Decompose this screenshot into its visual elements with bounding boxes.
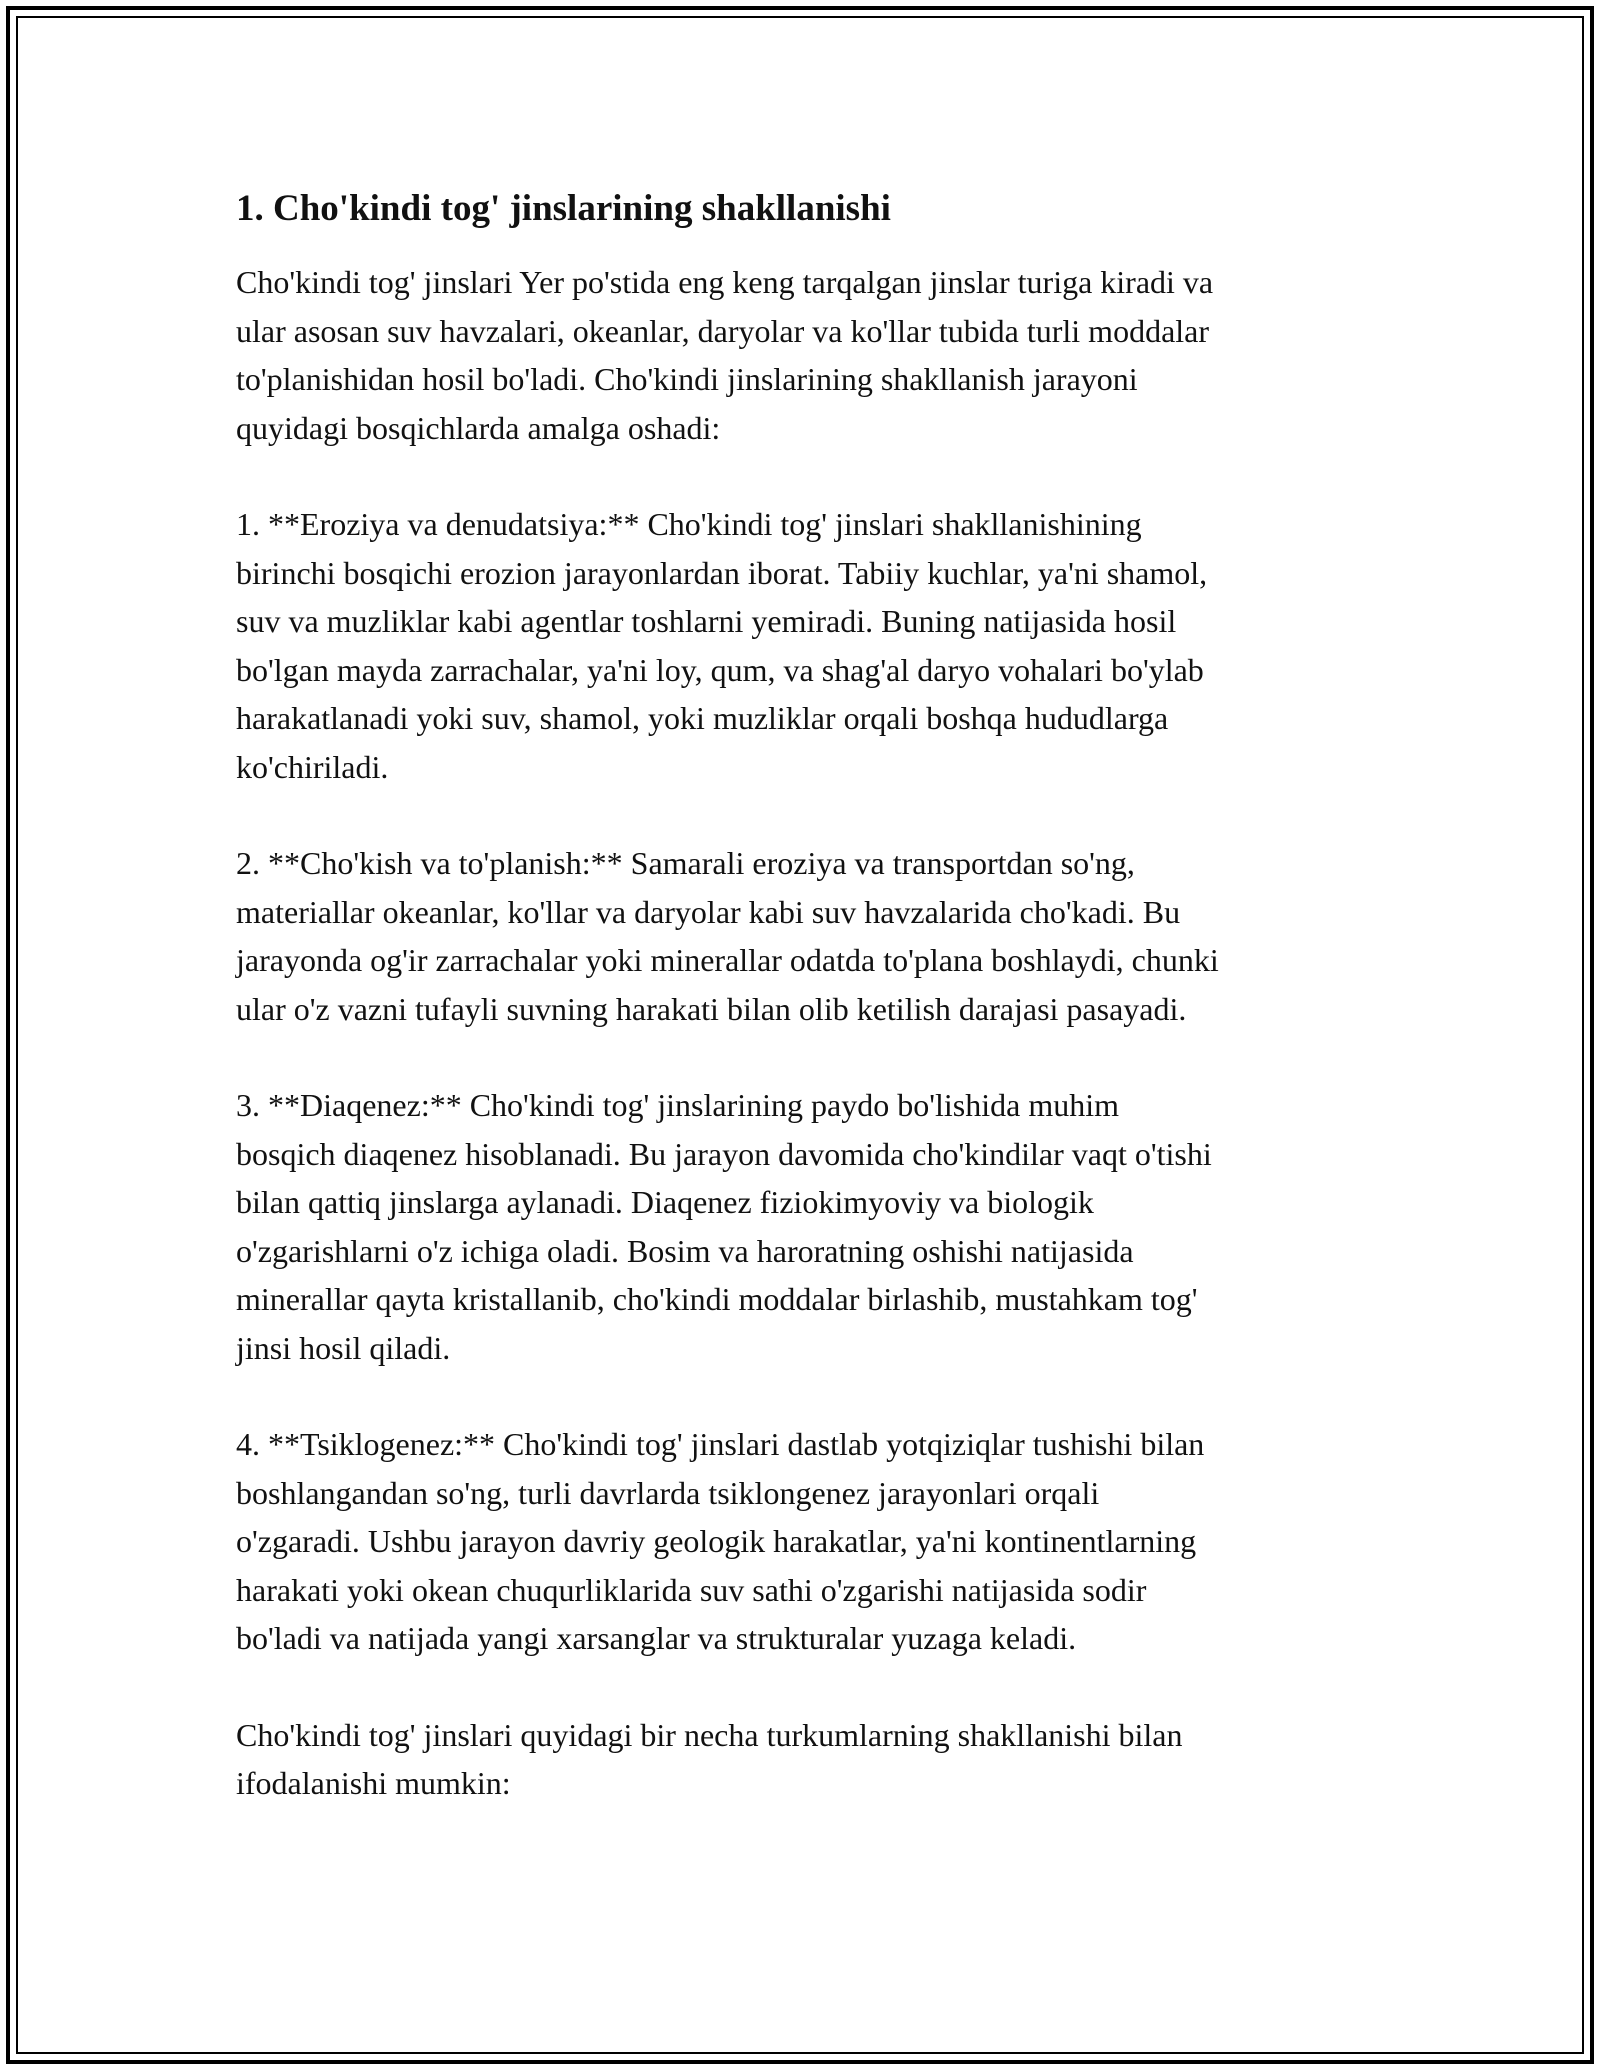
- document-body: [236, 186, 1386, 1856]
- step-cyclogenesis-paragraph: 4. **Tsiklogenez:** Cho'kindi tog' jinslari dastlab yotqiziqlar tushishi bilan boshlangandan so'ng, turli davrlarda tsiklongenez jarayonlari orqali o'zgaradi. Ushbu jarayon davriy geologik harakatlar, ya'ni kontinentlarning harakati yoki okean chuqurliklarida suv sathi o'zgarishi natijasida sodir bo'ladi va natijada yangi xarsanglar va strukturalar yuzaga keladi.: [236, 1426, 1205, 1656]
- section-heading: 1. Cho'kindi tog' jinslarining shakllanishi: [236, 188, 891, 229]
- intro-paragraph: Cho'kindi tog' jinslari Yer po'stida eng keng tarqalgan jinslar turiga kiradi va ular asosan suv havzalari, okeanlar, daryolar va ko'llar tubida turli moddalar to'planishidan hosil bo'ladi. Cho'kindi jinslarining shakllanish jarayoni quyidagi bosqichlarda amalga oshadi:: [236, 264, 1214, 446]
- closing-paragraph: Cho'kindi tog' jinslari quyidagi bir necha turkumlarning shakllanishi bilan ifodalanishi mumkin:: [236, 1716, 1183, 1801]
- step-erosion-paragraph: 1. **Eroziya va denudatsiya:** Cho'kindi tog' jinslari shakllanishining birinchi bosqichi erozion jarayonlardan iborat. Tabiiy kuchlar, ya'ni shamol, suv va muzliklar kabi agentlar toshlarni yemiradi. Buning natijasida hosil bo'lgan mayda zarrachalar, ya'ni loy, qum, va shag'al daryo vohalari bo'ylab harakatlanadi yoki suv, shamol, yoki muzliklar orqali boshqa hududlarga ko'chiriladi.: [236, 506, 1208, 785]
- step-deposition-paragraph: 2. **Cho'kish va to'planish:** Samarali eroziya va transportdan so'ng, materiallar okeanlar, ko'llar va daryolar kabi suv havzalarida cho'kadi. Bu jarayonda og'ir zarrachalar yoki minerallar odatda to'plana boshlaydi, chunki ular o'z vazni tufayli suvning harakati bilan olib ketilish darajasi pasayadi.: [236, 845, 1219, 1027]
- step-diagenesis-paragraph: 3. **Diaqenez:** Cho'kindi tog' jinslarining paydo bo'lishida muhim bosqich diaqenez hisoblanadi. Bu jarayon davomida cho'kindilar vaqt o'tishi bilan qattiq jinslarga aylanadi. Diaqenez fiziokimyoviy va biologik o'zgarishlarni o'z ichiga oladi. Bosim va haroratning oshishi natijasida minerallar qayta kristallanib, cho'kindi moddalar birlashib, mustahkam tog' jinsi hosil qiladi.: [236, 1087, 1212, 1366]
